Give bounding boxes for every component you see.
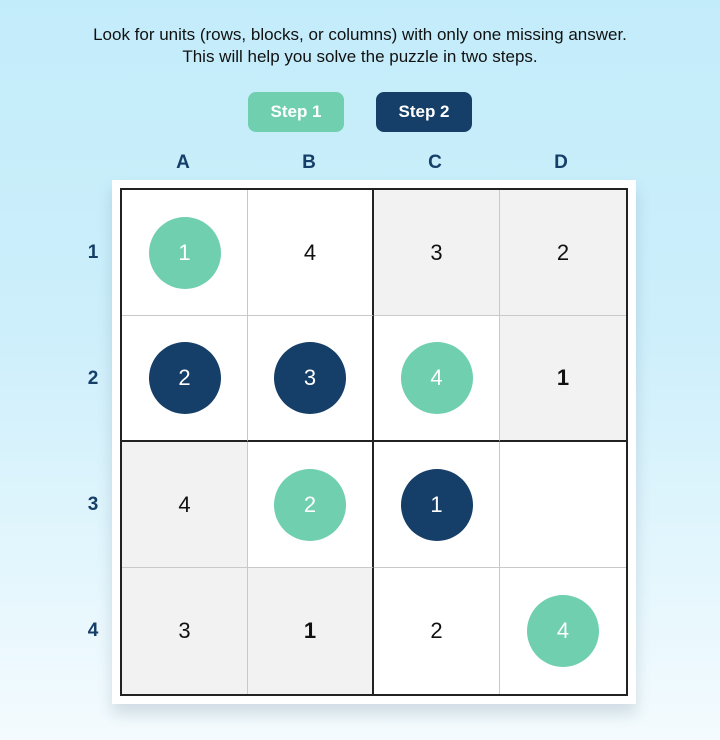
- cell-b2[interactable]: [248, 316, 374, 442]
- step-1-button[interactable]: Step 1: [248, 92, 344, 132]
- column-label-d: D: [554, 152, 568, 173]
- row-label-3: 3: [87, 494, 99, 515]
- teal-number-circle: 4: [527, 595, 599, 667]
- row-label-2: 2: [87, 368, 99, 389]
- cell-number: 3: [430, 239, 443, 265]
- navy-number-circle: 1: [401, 469, 473, 541]
- cell-d4[interactable]: [500, 568, 626, 694]
- cell-number: 2: [430, 618, 443, 643]
- cell-number: 4: [303, 239, 317, 265]
- cell-b1[interactable]: [248, 190, 374, 316]
- column-label-b: B: [302, 152, 316, 173]
- navy-number-circle: 3: [274, 342, 346, 414]
- cell-a2[interactable]: [122, 316, 248, 442]
- cell-d3[interactable]: [500, 442, 626, 568]
- teal-number-circle: 2: [274, 469, 346, 541]
- row-label-1: 1: [87, 242, 99, 263]
- cell-number: 3: [178, 618, 191, 643]
- column-label-a: A: [176, 152, 190, 173]
- teal-number-circle: 1: [149, 217, 221, 289]
- step-buttons: [0, 92, 720, 132]
- cell-number: 1: [303, 618, 317, 643]
- row-label-4: 4: [87, 620, 99, 641]
- instructions: [0, 24, 720, 68]
- cell-d1[interactable]: [500, 190, 626, 316]
- puzzle-board-frame: [112, 180, 636, 704]
- puzzle-board: [120, 188, 628, 696]
- navy-number-circle: 2: [149, 342, 221, 414]
- cell-b4[interactable]: [248, 568, 374, 694]
- step-2-button[interactable]: Step 2: [376, 92, 472, 132]
- cell-number: 4: [178, 491, 191, 517]
- cell-c4[interactable]: [374, 568, 500, 694]
- cell-a3[interactable]: [122, 442, 248, 568]
- cell-c3[interactable]: [374, 442, 500, 568]
- cell-c2[interactable]: [374, 316, 500, 442]
- cell-c1[interactable]: [374, 190, 500, 316]
- instruction-line-1: Look for units (rows, blocks, or columns) with only one missing answer.: [93, 25, 627, 44]
- cell-number: 1: [556, 365, 570, 390]
- cell-b3[interactable]: [248, 442, 374, 568]
- instruction-line-2: This will help you solve the puzzle in two steps.: [182, 47, 538, 66]
- cell-a1[interactable]: [122, 190, 248, 316]
- column-label-c: C: [428, 152, 442, 173]
- teal-number-circle: 4: [401, 342, 473, 414]
- cell-a4[interactable]: [122, 568, 248, 694]
- cell-d2[interactable]: [500, 316, 626, 442]
- cell-number: 2: [556, 239, 570, 265]
